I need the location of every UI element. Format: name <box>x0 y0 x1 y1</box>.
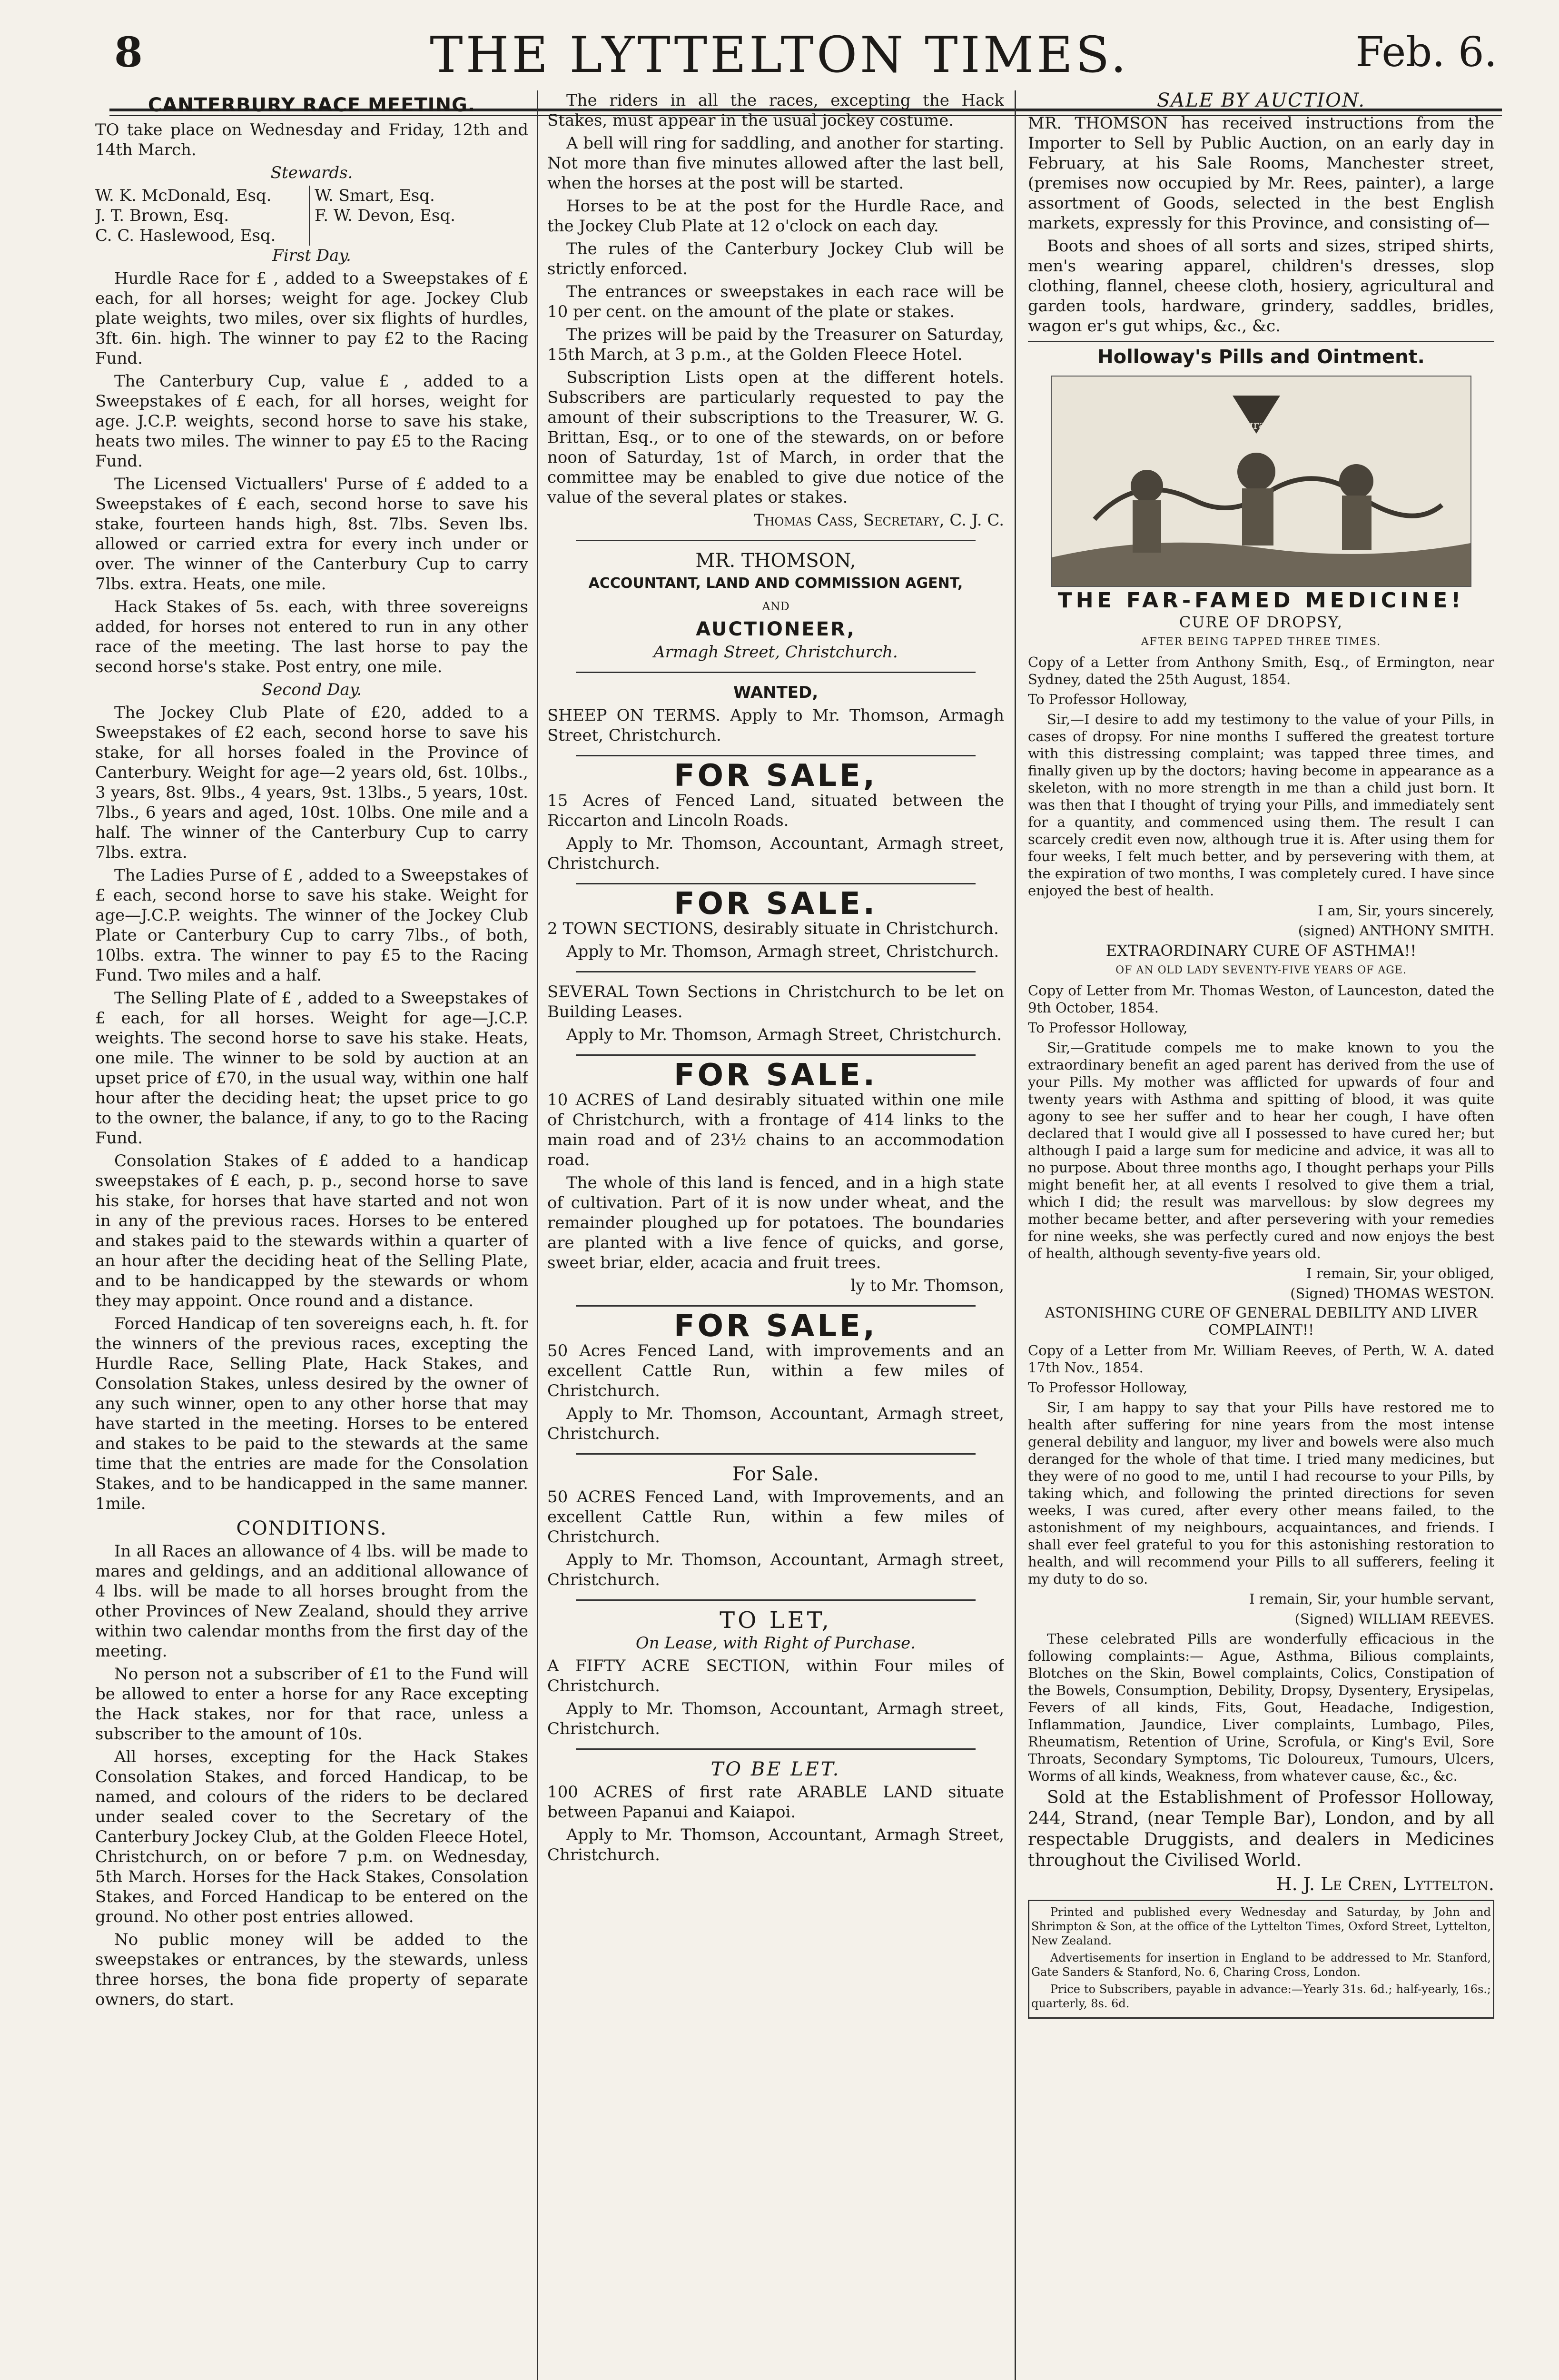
letter-close: I remain, Sir, your obliged, <box>1306 1265 1494 1281</box>
sale-apply: Apply to Mr. Thomson, Armagh street, Christchurch. <box>566 942 999 961</box>
complaints-list: These celebrated Pills are wonderfully efficacious in the following complaints:— Ague, Asthma, Bilious complaints, Blotches on the Skin, Bowel complaints, Colics, Constipation of the Bowels, Consumption, Debility, Dropsy, Dysentery, Erysipelas, Fevers of all kinds, Fits, Gout, Headache, Indigestion, Inflammation, Jaundice, Liver complaints, Lumbago, Piles, Rheumatism, Retention of Urine, Scrofula, or King's Evil, Sore Throats, Secondary Symptoms, Tic Doloureux, Tumours, Ulcers, Worms of all kinds, Weakness, from whatever cause, &c., &c. <box>1028 1631 1494 1784</box>
sale-apply: ly to Mr. Thomson, <box>850 1276 1004 1295</box>
divider <box>576 755 976 756</box>
sale-text: 50 Acres Fenced Land, with improvements and an excellent Cattle Run, within a few miles of Christchurch. <box>547 1341 1004 1400</box>
race-meeting-intro: TO take place on Wednesday and Friday, 12th and 14th March. <box>95 120 528 159</box>
sale-text: 2 TOWN SECTIONS, desirably situate in Christchurch. <box>547 919 999 938</box>
race-rule: The riders in all the races, excepting the Hack Stakes, must appear in the usual jockey costume. <box>547 91 1004 130</box>
race-entry: The Canterbury Cup, value £ , added to a Sweepstakes of £ each, for all horses, weight for age. J.C.P. weights, second horse to save his stake, heats two miles. The winner to pay £5 to the Racing Fund. <box>95 372 528 471</box>
race-entry: The Ladies Purse of £ , added to a Sweepstakes of £ each, second horse to save his stake. Weight for age—J.C.P. weights. The winner of the Jockey Club Plate or Canterbury Cup to carry 7lbs., of both, 10lbs. extra. The winner to pay £5 to the Racing Fund. Two miles and a half. <box>95 866 528 985</box>
letter-signature: (Signed) THOMAS WESTON. <box>1290 1285 1494 1301</box>
steward: W. K. McDonald, Esq. <box>95 186 272 205</box>
letter-intro: Copy of a Letter from Mr. William Reeves, of Perth, W. A. dated 17th Nov., 1854. <box>1028 1342 1494 1376</box>
to-be-let-apply: Apply to Mr. Thomson, Accountant, Armagh Street, Christchurch. <box>547 1825 1004 1864</box>
local-agent: H. J. Le Cren, Lyttelton. <box>1276 1874 1494 1894</box>
letter-to: To Professor Holloway, <box>1028 1020 1188 1036</box>
imprint-text: Price to Subscribers, payable in advance:—Yearly 31s. 6d.; half-yearly, 16s.; quarterly, 8s. 6d. <box>1031 1983 1491 2010</box>
race-entry: The Licensed Victuallers' Purse of £ added to a Sweepstakes of £ each, second horse to save his stake, fourteen hands high, 8st. 7lbs. Seven lbs. allowed or carried extra for every inch under or over. The winner of the Canterbury Cup to carry 7lbs. extra. Heats, one mile. <box>95 475 528 594</box>
race-entry: Hurdle Race for £ , added to a Sweepstakes of £ each, for all horses; weight for age. Jockey Club plate weights, two miles, over six flights of hurdles, 3ft. 6in. high. The winner to pay £2 to the Racing Fund. <box>95 269 528 368</box>
steward: J. T. Brown, Esq. <box>95 206 229 225</box>
imprint-box <box>1028 1900 1494 2019</box>
debility-heading: ASTONISHING CURE OF GENERAL DEBILITY AND LIVER COMPLAINT!! <box>1045 1305 1478 1339</box>
divider <box>576 1748 976 1750</box>
for-sale-heading: FOR SALE. <box>673 1058 878 1093</box>
divider <box>576 1453 976 1455</box>
thomson-address: Armagh Street, Christchurch. <box>653 643 898 662</box>
column-1 <box>95 90 528 2380</box>
condition: No person not a subscriber of £1 to the Fund will be allowed to enter a horse for any Race excepting the Hack stakes, nor for that race, unless a subscriber to the amount of 10s. <box>95 1665 528 1744</box>
sections-text: SEVERAL Town Sections in Christchurch to be let on Building Leases. <box>547 982 1004 1021</box>
race-entry: Hack Stakes of 5s. each, with three sovereigns added, for horses not entered to run in any other race of the meeting. The last horse to pay the second horse's stake. Post entry, one mile. <box>95 597 528 676</box>
race-rule: The prizes will be paid by the Treasurer on Saturday, 15th March, at 3 p.m., at the Golden Fleece Hotel. <box>547 325 1004 364</box>
page-header <box>0 26 1559 86</box>
column-rule <box>1015 90 1016 2380</box>
sale-text: 10 ACRES of Land desirably situated within one mile of Christchurch, with a frontage of 414 links to the main road and of 23½ chains to an accommodation road. <box>547 1091 1004 1170</box>
race-rule: The rules of the Canterbury Jockey Club will be strictly enforced. <box>547 239 1004 278</box>
letter-body: Sir,—Gratitude compels me to make known to you the extraordinary benefit an aged parent has derived from the use of your Pills. My mother was afflicted for upwards of four and twenty years with Asthma and spitting of blood, it was quite agony to see her suffer and to hear her cough, I have often declared that I would give all I possessed to have cured her; but although I paid a large sum for medicine and advice, it was all to no purpose. About three months ago, I thought perhaps your Pills might benefit her, at all events I resolved to give them a trial, which I did; the result was marvellous: by slow degrees my mother became better, and after persevering with your remedies for nine weeks, she was perfectly cured and now enjoys the best of health, although seventy-five years old. <box>1028 1040 1494 1261</box>
to-let-text: A FIFTY ACRE SECTION, within Four miles of Christchurch. <box>547 1656 1004 1696</box>
divider <box>576 971 976 972</box>
sale-text: 15 Acres of Fenced Land, situated between the Riccarton and Lincoln Roads. <box>547 791 1004 830</box>
letter-to: To Professor Holloway, <box>1028 691 1188 707</box>
dropsy-sub: AFTER BEING TAPPED THREE TIMES. <box>1141 636 1381 648</box>
divider <box>576 1599 976 1601</box>
to-let-apply: Apply to Mr. Thomson, Accountant, Armagh street, Christchurch. <box>547 1699 1004 1738</box>
holloway-heading: Holloway's Pills and Ointment. <box>1097 346 1425 368</box>
race-rule: A bell will ring for saddling, and another for starting. Not more than five minutes allowed after the last bell, when the horses at the post will be started. <box>547 134 1004 193</box>
for-sale-heading: FOR SALE. <box>673 886 878 922</box>
auction-heading: SALE BY AUCTION. <box>1156 90 1366 111</box>
column-2 <box>547 90 1004 2380</box>
far-famed-medicine: THE FAR-FAMED MEDICINE! <box>1057 588 1465 613</box>
auction-goods: Boots and shoes of all sorts and sizes, striped shirts, men's wearing apparel, children's dresses, slop clothing, flannel, cheese cloth, hosiery, agricultural and garden tools, hardware, grindery, saddles, bridles, wagon er's gut whips, &c., &c. <box>1028 237 1494 336</box>
sold-at: Sold at the Establishment of Professor Holloway, 244, Strand, (near Temple Bar), London, and by all respectable Druggists, and dealers in Medicines throughout the Civilised World. <box>1028 1788 1494 1870</box>
race-entry: The Jockey Club Plate of £20, added to a Sweepstakes of £2 each, second horse to save his stake, for all horses foaled in the Province of Canterbury. Weight for age—2 years old, 6st. 10lbs., 3 years, 8st. 9lbs., 4 years, 9st. 13lbs., 5 years, 10st. 7lbs., 6 years and aged, 10st. 10lbs. One mile and a half. The winner of the Canterbury Cup to carry 7lbs. extra. <box>95 703 528 862</box>
wanted-heading: WANTED, <box>733 683 819 702</box>
letter-signature: (signed) ANTHONY SMITH. <box>1298 922 1494 939</box>
sale-apply: Apply to Mr. Thomson, Accountant, Armagh street, Christchurch. <box>547 1404 1004 1443</box>
asthma-sub: OF AN OLD LADY SEVENTY-FIVE YEARS OF AGE. <box>1115 964 1407 976</box>
race-rule: Subscription Lists open at the different hotels. Subscribers are particularly requested to pay the amount of their subscriptions to the Treasurer, W. G. Brittan, Esq., or to one of the stewards, on or before noon of Saturday, 1st of March, in order that the committee may be enabled to give due notice of the value of the several plates or stakes. <box>547 368 1004 507</box>
second-day-heading: Second Day. <box>261 680 362 699</box>
masthead: THE LYTTELTON TIMES. <box>430 26 1129 84</box>
letter-intro: Copy of a Letter from Anthony Smith, Esq., of Ermington, near Sydney, dated the 25th August, 1854. <box>1028 654 1494 687</box>
stewards-list <box>95 186 528 246</box>
divider <box>576 672 976 673</box>
imprint-text: Printed and published every Wednesday and Saturday, by John and Shrimpton & Son, at the office of the Lyttelton Times, Oxford Street, Lyttelton, New Zealand. <box>1031 1905 1491 1947</box>
page-number: 8 <box>114 29 143 77</box>
holloway-engraving-illustration <box>1051 376 1471 587</box>
letter-body: Sir,—I desire to add my testimony to the value of your Pills, in cases of dropsy. For nine months I suffered the greatest torture with this distressing complaint; was tapped three times, and finally given up by the doctors; having become in appearance as a skeleton, with no more strength in me than a child just born. It was then that I thought of trying your Pills, and immediately sent for a quantity, and commenced using them. The result I can scarcely credit even now, although true it is. After using them for four weeks, I felt much better, and by persevering with them, at the expiration of two months, I was completely cured. I have since enjoyed the best of health. <box>1028 711 1494 899</box>
to-be-let-heading: TO BE LET. <box>710 1758 841 1780</box>
column-rule <box>537 90 538 2380</box>
thomson-and: AND <box>762 600 789 613</box>
stewards-heading: Stewards. <box>270 163 353 182</box>
to-let-sub: On Lease, with Right of Purchase. <box>635 1634 916 1653</box>
steward: W. Smart, Esq. <box>315 186 435 205</box>
divider <box>576 540 976 541</box>
letter-to: To Professor Holloway, <box>1028 1379 1188 1396</box>
first-day-heading: First Day. <box>272 246 351 265</box>
imprint-text: Advertisements for insertion in England to be addressed to Mr. Stanford, Gate Sanders & Stanford, No. 6, Charing Cross, London. <box>1031 1951 1491 1979</box>
thomson-titles: ACCOUNTANT, LAND AND COMMISSION AGENT, <box>588 575 963 592</box>
letter-close: I remain, Sir, your humble servant, <box>1249 1591 1494 1607</box>
race-meeting-title: CANTERBURY RACE MEETING. <box>148 94 476 116</box>
letter-close: I am, Sir, yours sincerely, <box>1318 902 1494 919</box>
letter-signature: (Signed) WILLIAM REEVES. <box>1294 1611 1494 1627</box>
conditions-heading: CONDITIONS. <box>236 1517 387 1539</box>
condition: All horses, excepting for the Hack Stakes Consolation Stakes, and forced Handicap, to be named, and colours of the riders to be declared under sealed cover to the Secretary of the Canterbury Jockey Club, at the Golden Fleece Hotel, Christchurch, on or before 7 p.m. on Wednesday, 5th March. Horses for the Hack Stakes, Consolation Stakes, and Forced Handicap to be entered on the ground. No other post entries allowed. <box>95 1747 528 1926</box>
divider <box>576 1054 976 1056</box>
divider <box>576 883 976 884</box>
race-rule: The entrances or sweepstakes in each race will be 10 per cent. on the amount of the plate or stakes. <box>547 282 1004 321</box>
asthma-heading: EXTRAORDINARY CURE OF ASTHMA!! <box>1105 942 1417 960</box>
sale-text: 50 ACRES Fenced Land, with Improvements, and an excellent Cattle Run, within a few miles of Christchurch. <box>547 1488 1004 1547</box>
letter-intro: Copy of Letter from Mr. Thomas Weston, of Launceston, dated the 9th October, 1854. <box>1028 982 1494 1016</box>
dropsy-heading: CURE OF DROPSY, <box>1179 613 1343 631</box>
steward: F. W. Devon, Esq. <box>315 206 455 225</box>
race-entry: Forced Handicap of ten sovereigns each, h. ft. for the winners of the previous races, excepting the Hurdle Race, Selling Plate, Hack Stakes, and Consolation Stakes, unless desired by the owner of any such winner, open to any other horse that may have started in the meeting. Horses to be entered and stakes to be paid to the stewards at the same time that the entries are made for the Consolation Stakes, and to be handicapped in the same manner. 1mile. <box>95 1314 528 1513</box>
race-rule: Horses to be at the post for the Hurdle Race, and the Jockey Club Plate at 12 o'clock on each day. <box>547 197 1004 236</box>
steward: C. C. Haslewood, Esq. <box>95 226 276 245</box>
for-sale-heading: FOR SALE, <box>673 758 878 793</box>
issue-date: Feb. 6. <box>1355 29 1497 76</box>
column-3 <box>1028 90 1494 2380</box>
sections-apply: Apply to Mr. Thomson, Armagh Street, Christchurch. <box>566 1025 1002 1044</box>
sale-apply: Apply to Mr. Thomson, Accountant, Armagh street, Christchurch. <box>547 1550 1004 1589</box>
condition: No public money will be added to the sweepstakes or entrances, by the stewards, unless three horses, the bona fide property of separate owners, do start. <box>95 1930 528 2009</box>
letter-body: Sir, I am happy to say that your Pills have restored me to health after suffering for nine years from the most intense general debility and languor, my liver and bowels were also much deranged for the whole of that time. I tried many medicines, but they were of no good to me, until I had recourse to your Pills, by taking which, and following the printed directions for seven weeks, I was cured, after every other means failed, to the astonishment of my neighbours, acquaintances, and friends. I shall ever feel grateful to you for this astonishing restoration to health, and will recommend your Pills to all sufferers, feeling it my duty to do so. <box>1028 1399 1494 1587</box>
wanted-text: SHEEP ON TERMS. Apply to Mr. Thomson, Armagh Street, Christchurch. <box>547 706 1004 745</box>
race-entry: The Selling Plate of £ , added to a Sweepstakes of £ each, for all horses. Weight for age—J.C.P. weights. The second horse to save his stake. Heats, one mile. The winner to be sold by auction at an upset price of £70, in the usual way, within one half hour after the deciding heat; the upset price to go to the owner, the balance, if any, to go to the Racing Fund. <box>95 989 528 1148</box>
divider <box>576 1305 976 1307</box>
sale-apply: Apply to Mr. Thomson, Accountant, Armagh street, Christchurch. <box>547 834 1004 873</box>
race-entry: Consolation Stakes of £ added to a handicap sweepstakes of £ each, p. p., second horse to save his stake, for horses that have started and not won in any of the previous races. Horses to be entered and stakes paid to the stewards within a quarter of an hour after the deciding heat of the Selling Plate, and to be handicapped by the stewards or whom they may appoint. Once round and a distance. <box>95 1151 528 1310</box>
for-sale-heading: For Sale. <box>732 1463 819 1485</box>
race-signature: Thomas Cass, Secretary, C. J. C. <box>753 511 1004 530</box>
to-let-heading: TO LET, <box>720 1607 832 1634</box>
auction-text: MR. THOMSON has received instructions from the Importer to Sell by Public Auction, on an early day in February, at his Sale Rooms, Manchester street, (premises now occupied by Mr. Rees, painter), a large assortment of Goods, selected in the best English markets, expressly for this Province, and consisting of— <box>1028 114 1494 233</box>
thomson-name: MR. THOMSON, <box>695 550 856 572</box>
thomson-auctioneer: AUCTIONEER, <box>696 618 856 640</box>
sale-text: The whole of this land is fenced, and in a high state of cultivation. Part of it is now under wheat, and the remainder ploughed up for potatoes. The boundaries are planted with a live fence of quicks, and gorse, sweet briar, elder, acacia and fruit trees. <box>547 1173 1004 1272</box>
condition: In all Races an allowance of 4 lbs. will be made to mares and geldings, and an additional allowance of 4 lbs. will be made to all horses brought from the other Provinces of New Zealand, should they arrive within two calendar months from the first day of the meeting. <box>95 1542 528 1661</box>
illustration-caption: engraving <box>1232 418 1291 432</box>
divider <box>1028 341 1494 342</box>
to-be-let-text: 100 ACRES of first rate ARABLE LAND situate between Papanui and Kaiapoi. <box>547 1783 1004 1822</box>
for-sale-heading: FOR SALE, <box>673 1309 878 1344</box>
